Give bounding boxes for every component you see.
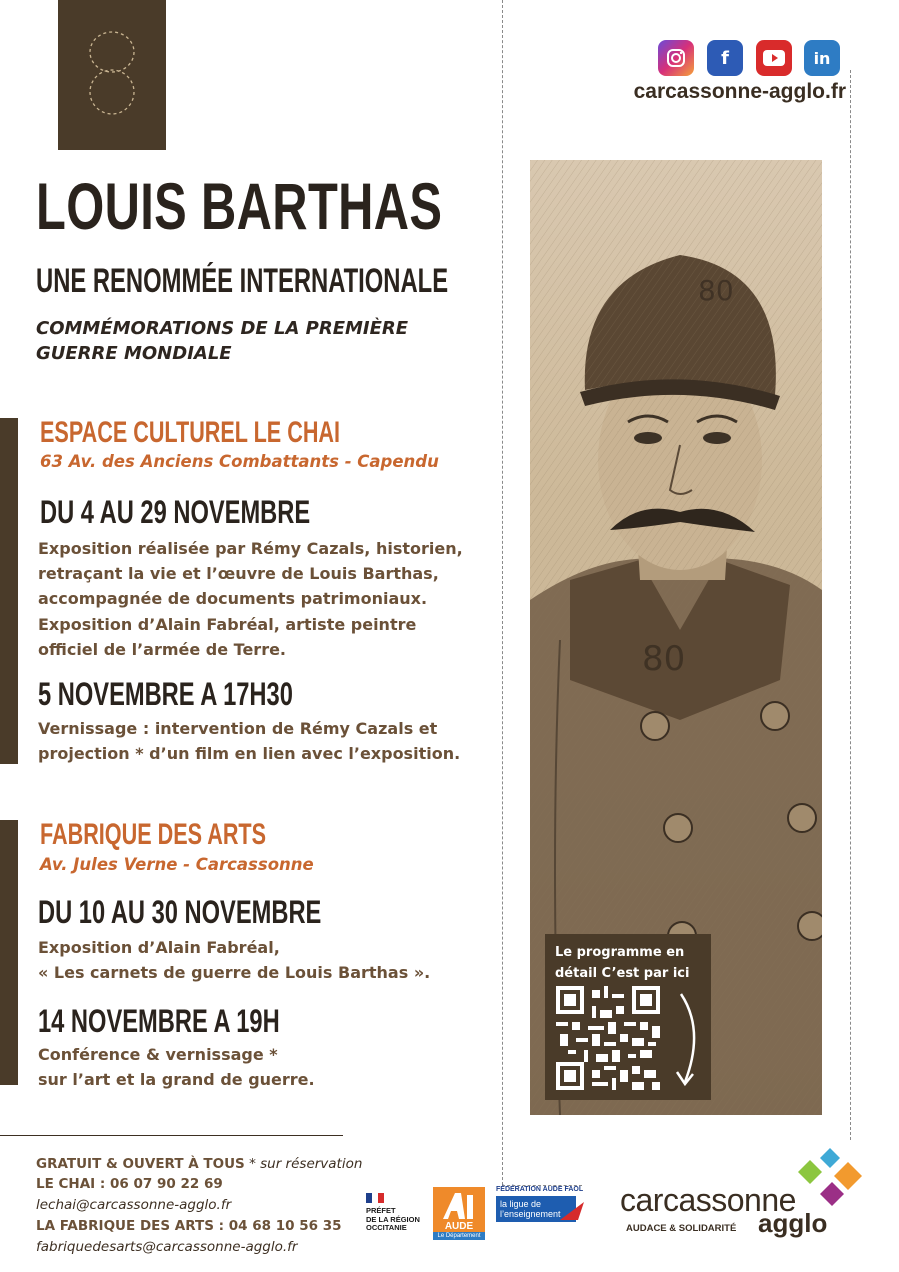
logo-block — [58, 0, 166, 150]
event-date: 14 NOVEMBRE A 19H — [38, 1003, 280, 1039]
text-line: Exposition d’Alain Fabréal, — [38, 938, 280, 957]
cap-number: 80 — [698, 274, 734, 307]
commemoration-line: GUERRE MONDIALE — [36, 343, 232, 364]
arrow-down-icon — [671, 990, 705, 1090]
prefet-logo — [366, 1188, 426, 1233]
footer-rule — [0, 1135, 343, 1136]
text-line: sur l’art et la grand de guerre. — [38, 1070, 315, 1089]
event-description — [38, 536, 463, 611]
event-date: DU 4 AU 29 NOVEMBRE — [40, 494, 311, 530]
subtitle: UNE RENOMMÉE INTERNATIONALE — [36, 262, 449, 300]
dashed-guide — [502, 0, 503, 1185]
event-description — [38, 612, 416, 662]
fabrique-phone: LA FABRIQUE DES ARTS : 04 68 10 56 35 — [36, 1218, 342, 1234]
faol-logo — [496, 1186, 588, 1240]
dashed-guide — [850, 70, 851, 1140]
aude-mark-icon — [439, 1191, 479, 1221]
text-line: Exposition réalisée par Rémy Cazals, historien, — [38, 539, 463, 558]
carcassonne-agglo-logo — [620, 1148, 880, 1243]
chai-phone: LE CHAI : 06 07 90 22 69 — [36, 1176, 223, 1192]
prefet-line: DE LA RÉGION — [366, 1214, 420, 1224]
reservation-note: * sur réservation — [249, 1156, 363, 1172]
section-bar — [0, 418, 18, 764]
faol-line: l’enseignement — [500, 1209, 561, 1219]
text-line: accompagnée de documents patrimoniaux. — [38, 589, 428, 608]
text-line: projection * d’un film en lien avec l’exposition. — [38, 744, 461, 763]
commemoration — [36, 316, 408, 366]
text-line: officiel de l’armée de Terre. — [38, 640, 287, 659]
qr-code-icon[interactable] — [556, 986, 660, 1090]
site-url[interactable]: carcassonne-agglo.fr — [633, 80, 846, 103]
agglo-word: agglo — [758, 1208, 828, 1238]
agglo-name: carcassonne — [620, 1182, 796, 1218]
faol-top: FÉDÉRATION AUDE FAOL — [496, 1186, 584, 1193]
prefet-line: PRÉFET — [366, 1206, 396, 1215]
event-description — [38, 716, 460, 766]
event-date: DU 10 AU 30 NOVEMBRE — [38, 894, 322, 930]
qr-box[interactable] — [545, 934, 711, 1100]
chai-email[interactable]: lechai@carcassonne-agglo.fr — [36, 1197, 232, 1213]
instagram-icon[interactable] — [658, 40, 694, 76]
section-bar — [0, 820, 18, 1085]
faol-line: la ligue de — [500, 1199, 542, 1209]
french-flag-icon — [366, 1193, 384, 1203]
qr-caption-line: détail C’est par ici — [555, 966, 690, 981]
venue-address: 63 Av. des Anciens Combattants - Capendu — [40, 452, 439, 471]
prefet-line: OCCITANIE — [366, 1223, 407, 1232]
venue-name: FABRIQUE DES ARTS — [40, 818, 267, 851]
footer-line — [36, 1154, 362, 1175]
text-line: « Les carnets de guerre de Louis Barthas ». — [38, 963, 431, 982]
aude-logo — [433, 1187, 485, 1240]
aude-label: AUDE — [444, 1221, 474, 1232]
facebook-icon[interactable]: f — [707, 40, 743, 76]
qr-caption — [555, 942, 705, 984]
event-description — [38, 1042, 315, 1092]
youtube-icon[interactable] — [756, 40, 792, 76]
event-date: 5 NOVEMBRE A 17H30 — [38, 676, 293, 712]
venue-address: Av. Jules Verne - Carcassonne — [40, 855, 314, 874]
agglo-sub: AUDACE & SOLIDARITÉ — [626, 1223, 737, 1234]
text-line: Conférence & vernissage * — [38, 1045, 278, 1064]
faol-mark-icon — [560, 1200, 584, 1222]
collar-number: 80 — [642, 639, 686, 679]
commemoration-line: COMMÉMORATIONS DE LA PREMIÈRE — [36, 318, 409, 339]
aude-sub: Le Département — [433, 1232, 485, 1240]
qr-caption-line: Le programme en — [555, 945, 685, 960]
text-line: Exposition d’Alain Fabréal, artiste peintre — [38, 615, 417, 634]
venue-name: ESPACE CULTUREL LE CHAI — [40, 416, 341, 449]
page-title: LOUIS BARTHAS — [36, 169, 443, 243]
text-line: retraçant la vie et l’œuvre de Louis Barthas, — [38, 564, 439, 583]
event-description — [38, 935, 430, 985]
text-line: Vernissage : intervention de Rémy Cazals et — [38, 719, 438, 738]
free-label: GRATUIT & OUVERT À TOUS — [36, 1156, 245, 1172]
linkedin-icon[interactable]: in — [804, 40, 840, 76]
loop-logo-icon — [85, 28, 139, 123]
fabrique-email[interactable]: fabriquedesarts@carcassonne-agglo.fr — [36, 1239, 298, 1255]
